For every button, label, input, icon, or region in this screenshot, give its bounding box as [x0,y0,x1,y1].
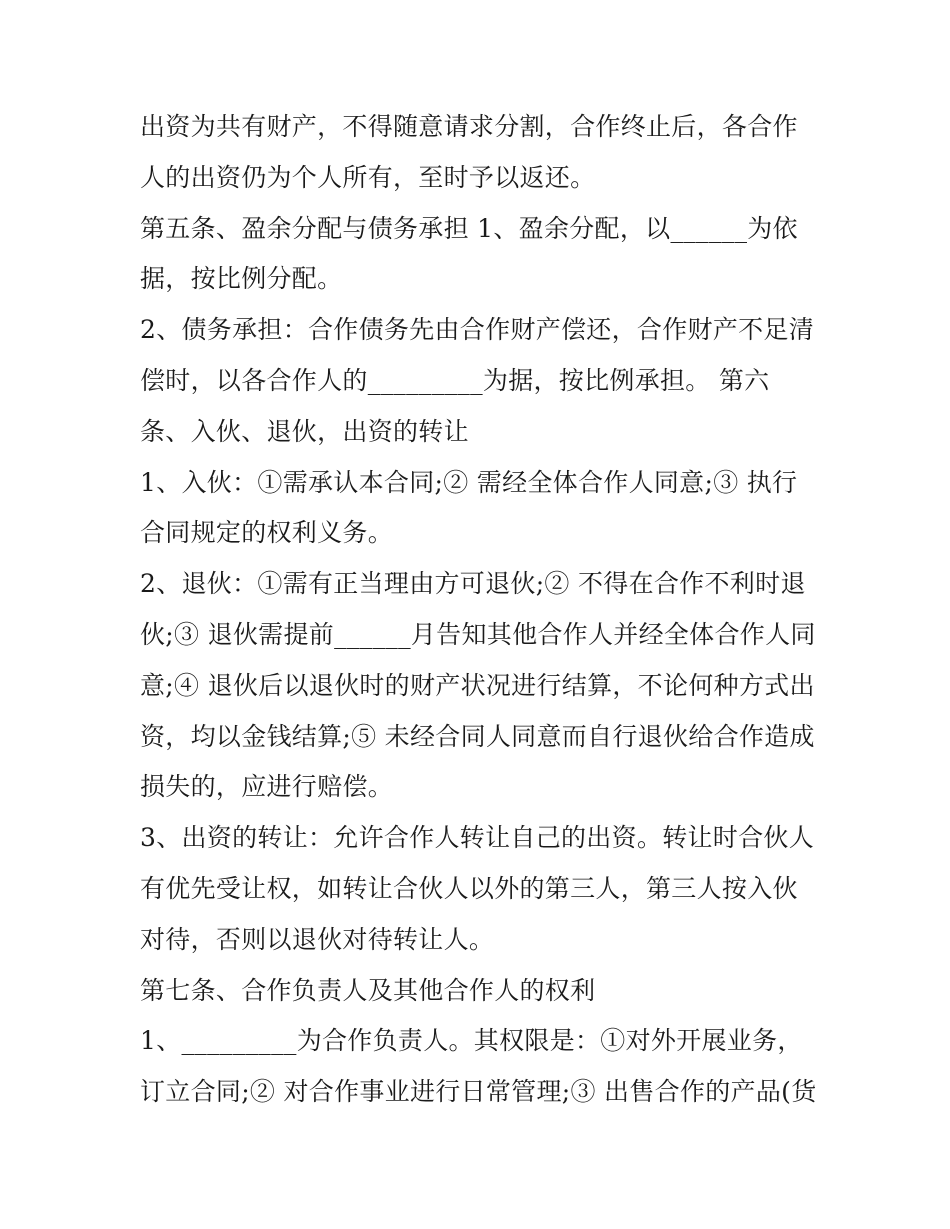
paragraph-article-7-heading: 第七条、合作负责人及其他合作人的权利 [140,975,596,1005]
paragraph-article-5-profit: 第五条、盈余分配与债务承担 1、盈余分配，以______为依据，按比例分配。 [140,213,798,294]
paragraph-responsible-person: 1、_________为合作负责人。其权限是：①对外开展业务，订立合同;② 对合作事业进行日常管理;③ 出售合作的产品(货 [140,1026,817,1107]
paragraph-joining: 1、入伙：①需承认本合同;② 需经全体合作人同意;③ 执行合同规定的权利义务。 [140,467,798,548]
paragraph-debt-article-6: 2、债务承担：合作债务先由合作财产偿还，合作财产不足清偿时，以各合作人的_________为据，按比例承担。 第六条、入伙、退伙，出资的转让 [140,315,815,446]
paragraph-withdrawal: 2、退伙：①需有正当理由方可退伙;② 不得在合作不利时退伙;③ 退伙需提前______月告知其他合作人并经全体合作人同意;④ 退伙后以退伙时的财产状况进行结算，不论何种方式出资，均以金钱结算;⑤ 未经合同人同意而自行退伙给合作造成损失的，应进行赔偿。 [140,569,816,802]
paragraph-capital-transfer: 3、出资的转让：允许合作人转让自己的出资。转让时合伙人有优先受让权，如转让合伙人以外的第三人，第三人按入伙对待，否则以退伙对待转让人。 [140,823,815,954]
document-body [140,102,820,1118]
paragraph-capital-ownership: 出资为共有财产，不得随意请求分割，合作终止后，各合作人的出资仍为个人所有，至时予以返还。 [140,112,798,192]
